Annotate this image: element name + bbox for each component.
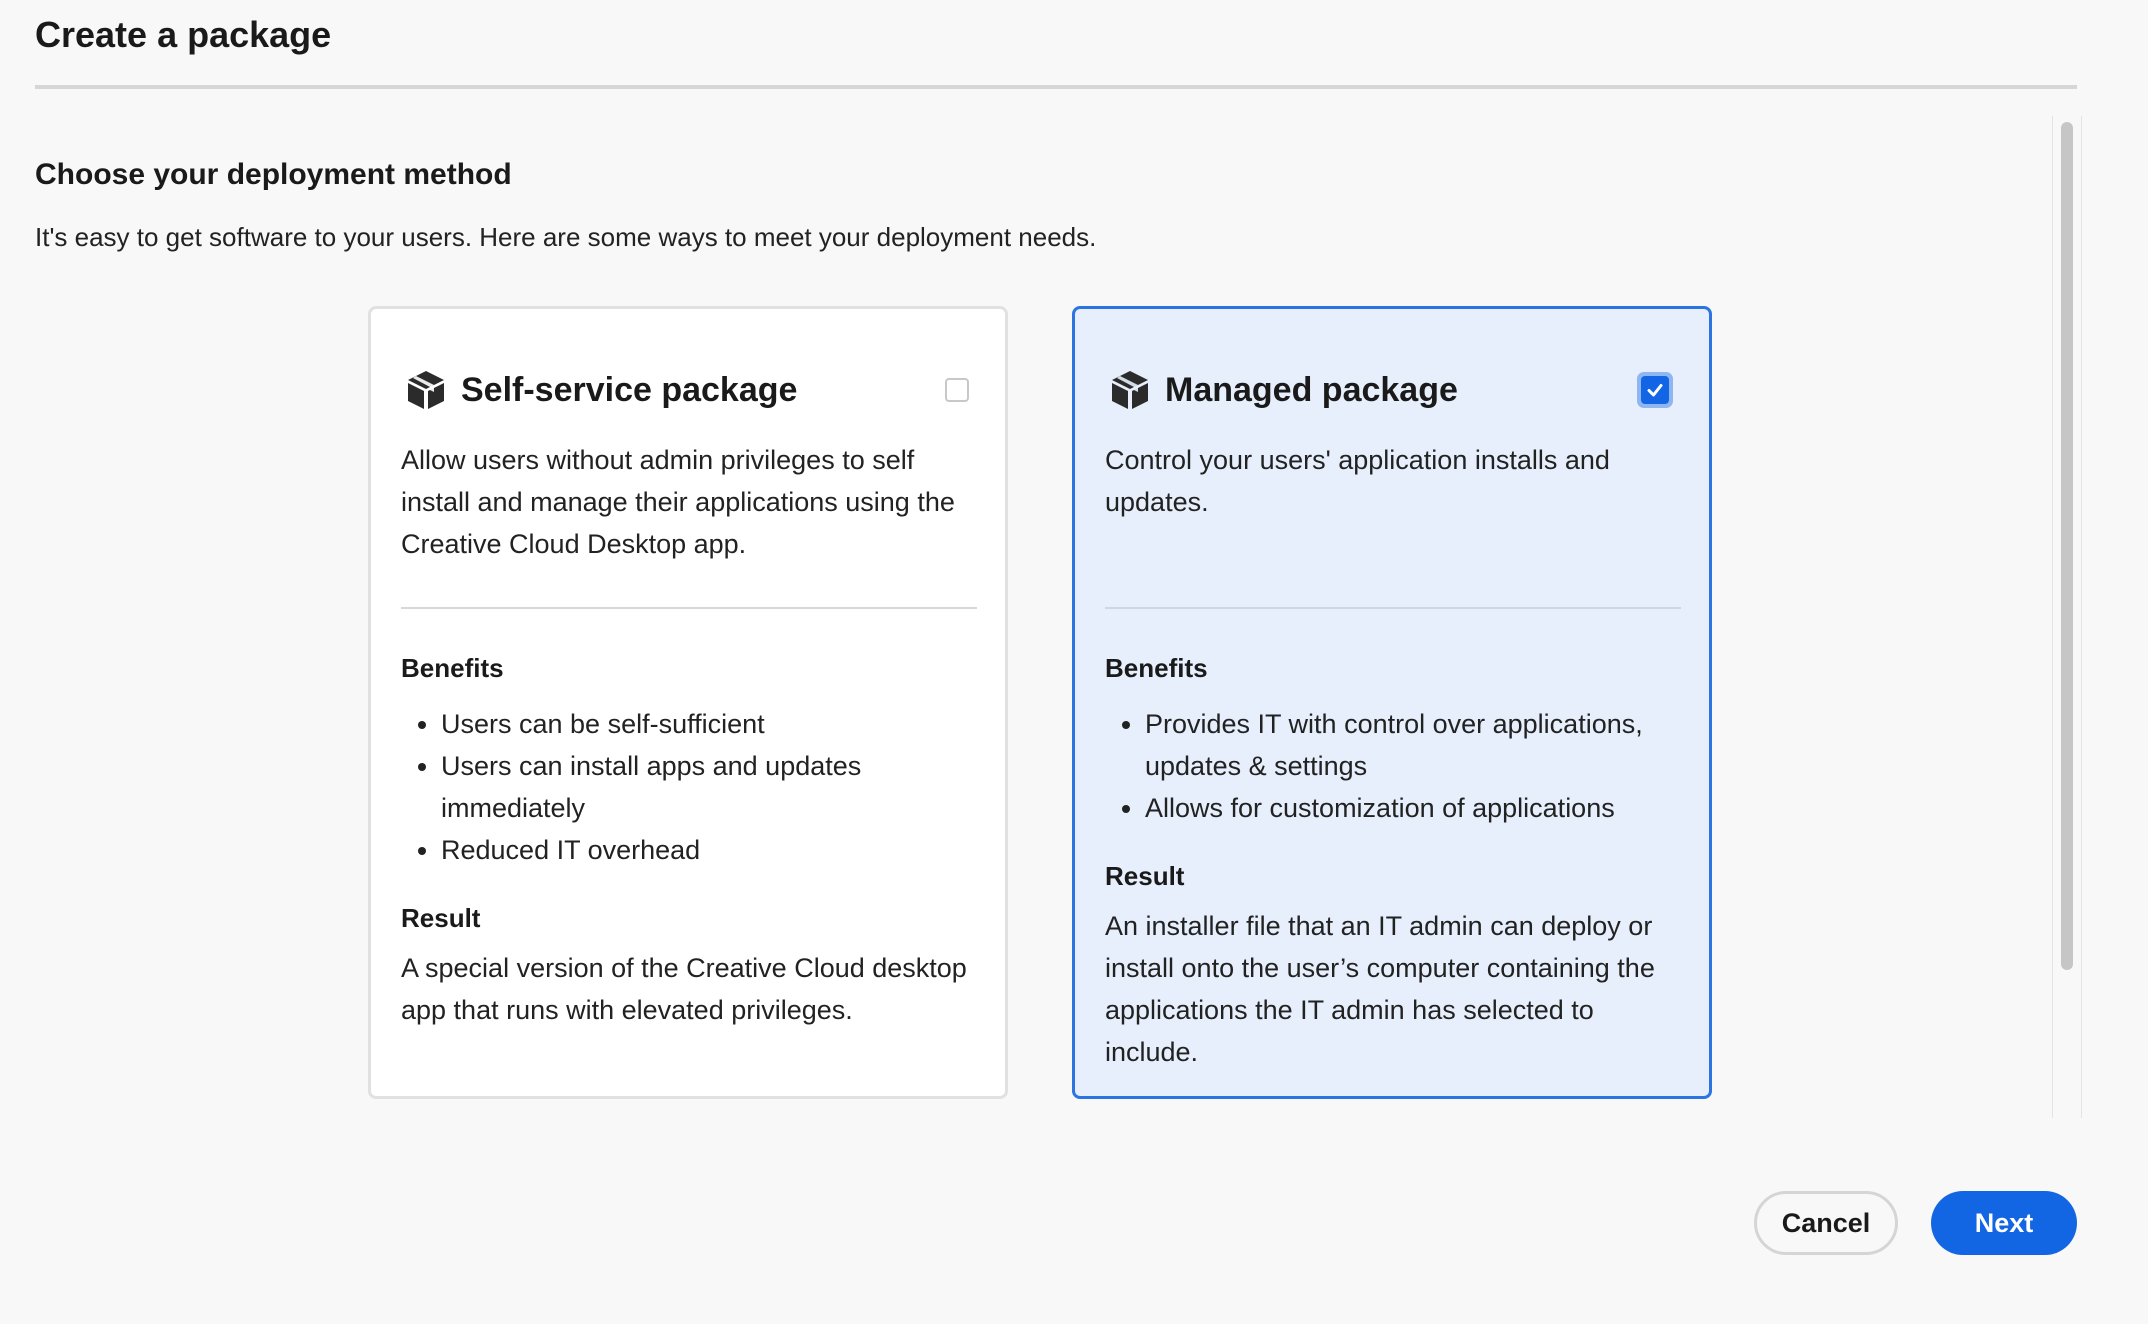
package-icon bbox=[404, 368, 448, 412]
list-item: • Allows for customization of applications bbox=[1145, 787, 1715, 829]
result-text: A special version of the Creative Cloud desktop app that runs with elevated privileges. bbox=[401, 953, 967, 1025]
list-item: • Users can be self-sufficient bbox=[441, 703, 1011, 745]
list-item: • Provides IT with control over applications, updates & settings bbox=[1145, 703, 1715, 787]
self-service-package-card[interactable] bbox=[368, 306, 1008, 1099]
package-icon bbox=[1108, 368, 1152, 412]
self-service-checkbox[interactable] bbox=[945, 378, 969, 402]
list-item: • Users can install apps and updates immediately bbox=[441, 745, 1011, 829]
dialog-title: Create a package bbox=[35, 14, 332, 55]
benefits-heading: Benefits bbox=[1105, 653, 1208, 683]
card-divider bbox=[401, 607, 977, 609]
section-heading: Choose your deployment method bbox=[35, 158, 512, 191]
card-description: Allow users without admin privileges to self install and manage their applications using the Creative Cloud Desktop app. bbox=[401, 445, 955, 559]
card-header bbox=[1108, 365, 1669, 415]
section-description: It's easy to get software to your users. Here are some ways to meet your deployment needs. bbox=[35, 222, 1097, 252]
benefits-list bbox=[1105, 703, 1715, 829]
card-description: Control your users' application installs and updates. bbox=[1105, 445, 1610, 517]
card-title: Self-service package bbox=[461, 370, 798, 409]
benefits-list bbox=[401, 703, 1011, 871]
result-heading: Result bbox=[401, 903, 481, 933]
cancel-button[interactable]: Cancel bbox=[1754, 1191, 1898, 1255]
card-header bbox=[404, 365, 965, 415]
list-item: • Reduced IT overhead bbox=[441, 829, 1011, 871]
checkmark-icon bbox=[1641, 376, 1669, 404]
result-text: An installer file that an IT admin can deploy or install onto the user’s computer containing the applications the IT admin has selected to include. bbox=[1105, 911, 1655, 1067]
managed-checkbox[interactable] bbox=[1637, 372, 1673, 408]
scrollbar-thumb[interactable] bbox=[2061, 122, 2073, 970]
card-title: Managed package bbox=[1165, 370, 1458, 409]
title-divider bbox=[35, 85, 2077, 89]
benefits-heading: Benefits bbox=[401, 653, 504, 683]
result-heading: Result bbox=[1105, 861, 1185, 891]
scrollbar-track[interactable] bbox=[2052, 116, 2082, 1118]
next-button[interactable]: Next bbox=[1931, 1191, 2077, 1255]
card-divider bbox=[1105, 607, 1681, 609]
managed-package-card[interactable] bbox=[1072, 306, 1712, 1099]
